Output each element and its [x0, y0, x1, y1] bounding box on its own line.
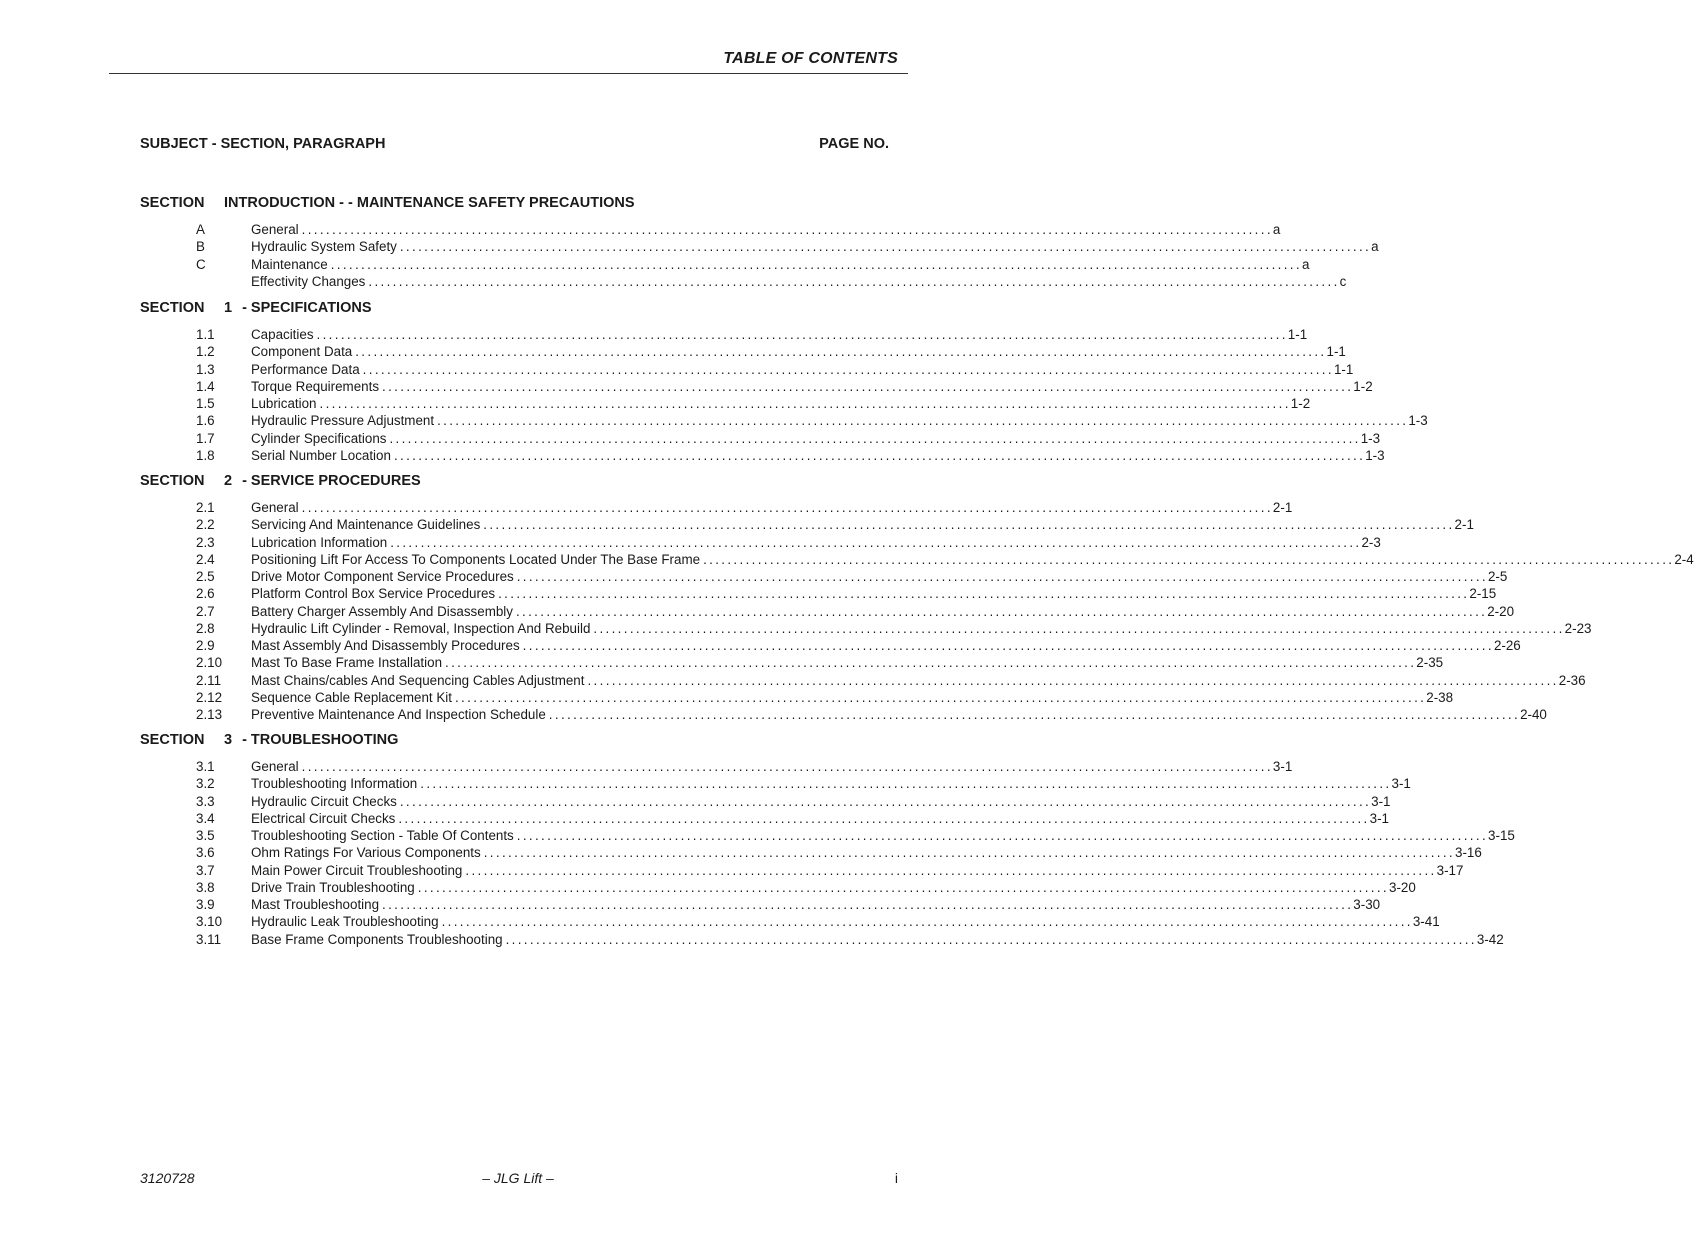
- toc-entry[interactable]: [196, 361, 1354, 378]
- dot-leader: ................................................................................................................................................................: [420, 776, 1392, 792]
- dot-leader: ................................................................................................................................................................: [301, 759, 1273, 774]
- entry-title: Mast Chains/cables And Sequencing Cables Adjustment: [251, 672, 585, 688]
- entry-number: 3.11: [196, 931, 222, 947]
- entry-number: 1.6: [196, 413, 215, 429]
- page-number: i: [894, 1170, 898, 1186]
- entry-number: 1.2: [196, 344, 215, 360]
- section-word: SECTION: [140, 300, 205, 316]
- dot-leader: ................................................................................................................................................................: [398, 810, 1370, 826]
- dot-leader: ................................................................................................................................................................: [465, 862, 1437, 878]
- entry-number: 2.10: [196, 655, 223, 671]
- toc-entry[interactable]: [196, 896, 1381, 913]
- toc-entry[interactable]: [196, 447, 1385, 464]
- toc-entry[interactable]: [196, 862, 1464, 879]
- toc-entry[interactable]: [196, 221, 1281, 238]
- entry-page-number: 2-5: [1487, 569, 1508, 584]
- entry-title: Effectivity Changes: [251, 273, 366, 289]
- dot-leader: ................................................................................................................................................................: [316, 327, 1288, 342]
- entry-page-number: c: [1339, 273, 1347, 289]
- entry-number: 2.8: [196, 620, 215, 636]
- entry-page-number: 2-35: [1416, 655, 1444, 671]
- entry-page-number: 2-40: [1520, 707, 1547, 722]
- entry-number: 3.2: [196, 776, 215, 792]
- toc-entry[interactable]: [196, 395, 1311, 412]
- toc-entry[interactable]: [196, 256, 1310, 273]
- entry-page-number: 2-23: [1564, 620, 1592, 636]
- toc-entry[interactable]: [196, 844, 1482, 861]
- entry-title: Electrical Circuit Checks: [251, 810, 396, 826]
- entry-number: 2.11: [196, 672, 222, 688]
- column-headings: [140, 136, 889, 152]
- toc-entry[interactable]: [196, 913, 1440, 930]
- entry-page-number: 3-30: [1353, 897, 1381, 912]
- dot-leader: ................................................................................................................................................................: [399, 793, 1372, 809]
- dot-leader: ................................................................................................................................................................: [319, 396, 1291, 411]
- toc-entry[interactable]: [196, 568, 1508, 585]
- entry-title: Troubleshooting Section - Table Of Contents: [251, 828, 514, 843]
- entry-title: Ohm Ratings For Various Components: [251, 845, 481, 861]
- section-title: - SPECIFICATIONS: [242, 300, 372, 316]
- toc-entry[interactable]: [196, 706, 1547, 723]
- entry-page-number: a: [1371, 239, 1379, 255]
- dot-leader: ................................................................................................................................................................: [593, 620, 1565, 636]
- entry-number: 3.1: [196, 759, 215, 774]
- entry-page-number: 2-36: [1558, 672, 1586, 688]
- entry-title: Platform Control Box Service Procedures: [251, 586, 496, 602]
- toc-entry[interactable]: [196, 585, 1497, 602]
- section-heading: [140, 300, 372, 316]
- dot-leader: ................................................................................................................................................................: [483, 517, 1455, 533]
- dot-leader: ................................................................................................................................................................: [382, 378, 1354, 394]
- toc-entry[interactable]: [196, 238, 1379, 255]
- toc-entry[interactable]: [196, 516, 1474, 533]
- toc-entry[interactable]: [196, 758, 1293, 775]
- entry-page-number: 1-3: [1365, 447, 1385, 463]
- entry-page-number: 3-20: [1389, 879, 1416, 895]
- dot-leader: ................................................................................................................................................................: [441, 914, 1413, 930]
- entry-number: 1.3: [196, 361, 215, 377]
- dot-leader: ................................................................................................................................................................: [389, 430, 1361, 446]
- dot-leader: ................................................................................................................................................................: [355, 344, 1327, 360]
- entry-number: 2.3: [196, 534, 215, 550]
- toc-entry[interactable]: [196, 378, 1373, 395]
- dot-leader: ................................................................................................................................................................: [445, 655, 1417, 671]
- entry-page-number: 3-1: [1272, 759, 1293, 774]
- dot-leader: ................................................................................................................................................................: [362, 361, 1334, 377]
- dot-leader: ................................................................................................................................................................: [703, 551, 1675, 567]
- entry-page-number: 1-3: [1360, 430, 1381, 446]
- section-heading: [140, 732, 398, 748]
- entry-title: Hydraulic Circuit Checks: [251, 793, 397, 809]
- toc-entry[interactable]: [196, 499, 1293, 516]
- entry-page-number: 1-3: [1408, 413, 1428, 429]
- entry-title: Mast To Base Frame Installation: [251, 655, 443, 671]
- toc-entry[interactable]: [196, 430, 1381, 447]
- dot-leader: ................................................................................................................................................................: [454, 689, 1427, 705]
- entry-page-number: 2-38: [1426, 689, 1454, 705]
- entry-title: Serial Number Location: [251, 447, 391, 463]
- entry-number: 2.9: [196, 638, 215, 653]
- entry-title: Drive Motor Component Service Procedures: [251, 569, 514, 584]
- toc-entry[interactable]: [196, 326, 1308, 343]
- entry-page-number: 3-41: [1412, 914, 1440, 930]
- entry-number: 2.13: [196, 707, 223, 722]
- entry-number: 1.4: [196, 378, 215, 394]
- section-word: SECTION: [140, 732, 205, 748]
- section-word: SECTION: [140, 195, 205, 211]
- dot-leader: ................................................................................................................................................................: [301, 500, 1273, 515]
- entry-number: 2.1: [196, 500, 215, 515]
- toc-entry[interactable]: [196, 931, 1504, 948]
- toc-entry[interactable]: [196, 827, 1515, 844]
- page-column-heading: PAGE NO.: [819, 136, 889, 152]
- section-number: 2: [224, 473, 233, 489]
- entry-title: Preventive Maintenance And Inspection Schedule: [251, 707, 546, 722]
- toc-entry[interactable]: [196, 534, 1381, 551]
- entry-number: 2.5: [196, 569, 215, 584]
- dot-leader: ................................................................................................................................................................: [399, 239, 1372, 255]
- dot-leader: ................................................................................................................................................................: [515, 603, 1488, 619]
- section-title: - SERVICE PROCEDURES: [242, 473, 421, 489]
- header-divider: [109, 73, 908, 74]
- entry-page-number: 2-26: [1493, 638, 1521, 653]
- dot-leader: ................................................................................................................................................................: [330, 256, 1302, 272]
- dot-leader: ................................................................................................................................................................: [390, 534, 1362, 550]
- entry-title: Sequence Cable Replacement Kit: [251, 689, 452, 705]
- dot-leader: ................................................................................................................................................................: [393, 447, 1366, 463]
- dot-leader: ................................................................................................................................................................: [516, 569, 1488, 584]
- entry-title: Hydraulic Pressure Adjustment: [251, 413, 435, 429]
- footer-brand: – JLG Lift –: [482, 1170, 554, 1186]
- entry-number: 2.2: [196, 517, 215, 533]
- toc-entry[interactable]: [196, 672, 1586, 689]
- section-number: 1: [224, 300, 233, 316]
- section-title: INTRODUCTION - - MAINTENANCE SAFETY PRECAUTIONS: [224, 195, 635, 211]
- entry-title: Positioning Lift For Access To Components Located Under The Base Frame: [251, 551, 701, 567]
- entry-number: 3.5: [196, 828, 215, 843]
- entry-title: Lubrication: [251, 396, 317, 411]
- entry-title: Base Frame Components Troubleshooting: [251, 931, 503, 947]
- dot-leader: ................................................................................................................................................................: [498, 586, 1470, 602]
- entry-number: 1.7: [196, 430, 215, 446]
- entry-title: Servicing And Maintenance Guidelines: [251, 517, 481, 533]
- entry-title: Cylinder Specifications: [251, 430, 387, 446]
- toc-entry[interactable]: [196, 620, 1592, 637]
- entry-number: A: [196, 222, 205, 237]
- entry-number: 2.7: [196, 603, 215, 619]
- entry-page-number: 3-16: [1455, 845, 1482, 861]
- entry-title: Hydraulic Leak Troubleshooting: [251, 914, 439, 930]
- toc-entry[interactable]: [196, 654, 1444, 671]
- entry-page-number: 2-1: [1272, 500, 1293, 515]
- entry-number: 3.6: [196, 845, 215, 861]
- entry-page-number: 2-20: [1487, 603, 1515, 619]
- dot-leader: ................................................................................................................................................................: [483, 845, 1455, 861]
- toc-entry[interactable]: [196, 879, 1416, 896]
- entry-number: 3.10: [196, 914, 223, 930]
- entry-page-number: 1-1: [1333, 361, 1354, 377]
- entry-number: 3.4: [196, 810, 215, 826]
- dot-leader: ................................................................................................................................................................: [417, 879, 1390, 895]
- dot-leader: ................................................................................................................................................................: [587, 672, 1559, 688]
- entry-number: 1.8: [196, 447, 215, 463]
- toc-entry[interactable]: [196, 603, 1515, 620]
- page-header-title: TABLE OF CONTENTS: [723, 50, 898, 67]
- entry-title: Maintenance: [251, 256, 328, 272]
- entry-page-number: 1-2: [1290, 396, 1311, 411]
- entry-title: Hydraulic System Safety: [251, 239, 397, 255]
- entry-title: General: [251, 500, 299, 515]
- toc-entry[interactable]: [196, 775, 1411, 792]
- entry-page-number: 3-1: [1369, 810, 1389, 826]
- entry-page-number: 2-3: [1361, 534, 1381, 550]
- toc-entry[interactable]: [196, 412, 1428, 429]
- toc-entry[interactable]: [196, 637, 1521, 654]
- toc-entry[interactable]: [196, 273, 1347, 290]
- entry-page-number: 3-1: [1371, 793, 1391, 809]
- entry-page-number: 1-1: [1287, 327, 1308, 342]
- section-word: SECTION: [140, 473, 205, 489]
- entry-page-number: a: [1301, 256, 1310, 272]
- entry-title: Hydraulic Lift Cylinder - Removal, Inspection And Rebuild: [251, 620, 591, 636]
- entry-number: 3.9: [196, 897, 215, 912]
- dot-leader: ................................................................................................................................................................: [505, 931, 1477, 947]
- entry-page-number: 2-4: [1674, 551, 1694, 567]
- entry-page-number: 3-15: [1488, 828, 1515, 843]
- dot-leader: ................................................................................................................................................................: [368, 273, 1340, 289]
- dot-leader: ................................................................................................................................................................: [301, 222, 1273, 237]
- entry-title: General: [251, 759, 299, 774]
- entry-page-number: 2-15: [1469, 586, 1497, 602]
- section-title: - TROUBLESHOOTING: [242, 732, 399, 748]
- entry-number: 3.8: [196, 879, 215, 895]
- entry-title: Mast Troubleshooting: [251, 897, 380, 912]
- entry-page-number: a: [1272, 222, 1281, 237]
- entry-page-number: 3-42: [1476, 931, 1504, 947]
- entry-number: 1.1: [196, 327, 215, 342]
- toc-entry[interactable]: [196, 810, 1389, 827]
- entry-number: B: [196, 239, 205, 255]
- dot-leader: ................................................................................................................................................................: [548, 707, 1521, 722]
- toc-entry[interactable]: [196, 551, 1694, 568]
- entry-title: Torque Requirements: [251, 378, 380, 394]
- entry-number: C: [196, 256, 206, 272]
- document-number: 3120728: [140, 1170, 195, 1186]
- entry-title: Capacities: [251, 327, 314, 342]
- section-number: 3: [224, 732, 233, 748]
- toc-entry[interactable]: [196, 343, 1346, 360]
- dot-leader: ................................................................................................................................................................: [516, 828, 1489, 843]
- entry-number: 2.4: [196, 551, 215, 567]
- entry-number: 2.12: [196, 689, 223, 705]
- dot-leader: ................................................................................................................................................................: [522, 638, 1494, 653]
- entry-title: Lubrication Information: [251, 534, 388, 550]
- toc-entry[interactable]: [196, 689, 1454, 706]
- entry-title: General: [251, 222, 299, 237]
- entry-page-number: 3-1: [1391, 776, 1411, 792]
- entry-title: Drive Train Troubleshooting: [251, 879, 415, 895]
- dot-leader: ................................................................................................................................................................: [437, 413, 1409, 429]
- entry-page-number: 2-1: [1454, 517, 1474, 533]
- entry-number: 2.6: [196, 586, 215, 602]
- entry-title: Troubleshooting Information: [251, 776, 418, 792]
- entry-page-number: 3-17: [1436, 862, 1464, 878]
- section-heading: [140, 473, 421, 489]
- entry-title: Battery Charger Assembly And Disassembly: [251, 603, 513, 619]
- entry-title: Mast Assembly And Disassembly Procedures: [251, 638, 520, 653]
- dot-leader: ................................................................................................................................................................: [382, 897, 1354, 912]
- toc-entry[interactable]: [196, 793, 1391, 810]
- entry-title: Component Data: [251, 344, 353, 360]
- entry-title: Main Power Circuit Troubleshooting: [251, 862, 463, 878]
- entry-page-number: 1-2: [1353, 378, 1373, 394]
- entry-number: 3.3: [196, 793, 215, 809]
- section-heading: [140, 195, 635, 211]
- entry-number: 3.7: [196, 862, 215, 878]
- subject-column-heading: SUBJECT - SECTION, PARAGRAPH: [140, 136, 386, 152]
- entry-number: 1.5: [196, 396, 215, 411]
- entry-title: Performance Data: [251, 361, 360, 377]
- entry-page-number: 1-1: [1326, 344, 1346, 360]
